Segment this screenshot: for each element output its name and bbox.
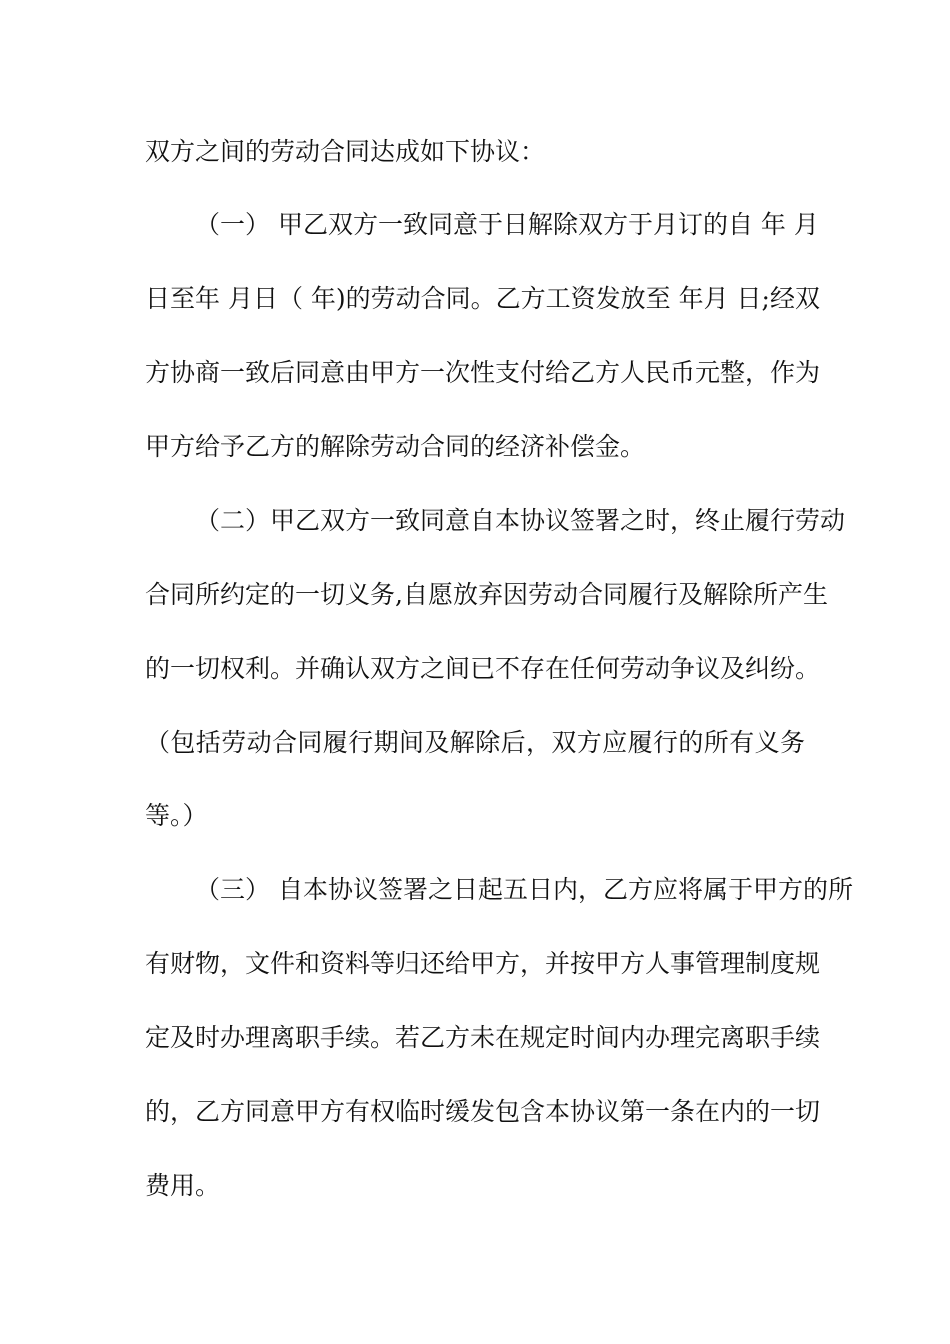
text-line: 有财物，文件和资料等归还给甲方，并按甲方人事管理制度规 [145,949,821,978]
text-line: 费用。 [145,1171,221,1200]
text-line: 日至年 月日（ 年)的劳动合同。乙方工资发放至 年月 日;经双 [145,284,820,313]
text-line: 的一切权利。并确认双方之间已不存在任何劳动争议及纠纷。 [145,654,821,683]
text-line: （一） 甲乙双方一致同意于日解除双方于月订的自 年 月 [195,210,819,239]
text-line: 的，乙方同意甲方有权临时缓发包含本协议第一条在内的一切 [145,1097,821,1126]
text-line: 定及时办理离职手续。若乙方未在规定时间内办理完离职手续 [145,1023,821,1052]
text-line: （三） 自本协议签署之日起五日内，乙方应将属于甲方的所 [195,875,853,904]
text-line: 等。） [145,801,208,830]
text-line: （二）甲乙双方一致同意自本协议签署之时，终止履行劳动 [195,506,846,535]
text-line: 甲方给予乙方的解除劳动合同的经济补偿金。 [145,432,646,461]
text-line: （包括劳动合同履行期间及解除后，双方应履行的所有义务 [145,728,805,757]
text-line: 合同所约定的一切义务,自愿放弃因劳动合同履行及解除所产生 [145,580,828,609]
text-line: 方协商一致后同意由甲方一次性支付给乙方人民币元整，作为 [145,358,821,387]
text-line: 双方之间的劳动合同达成如下协议： [145,137,546,166]
